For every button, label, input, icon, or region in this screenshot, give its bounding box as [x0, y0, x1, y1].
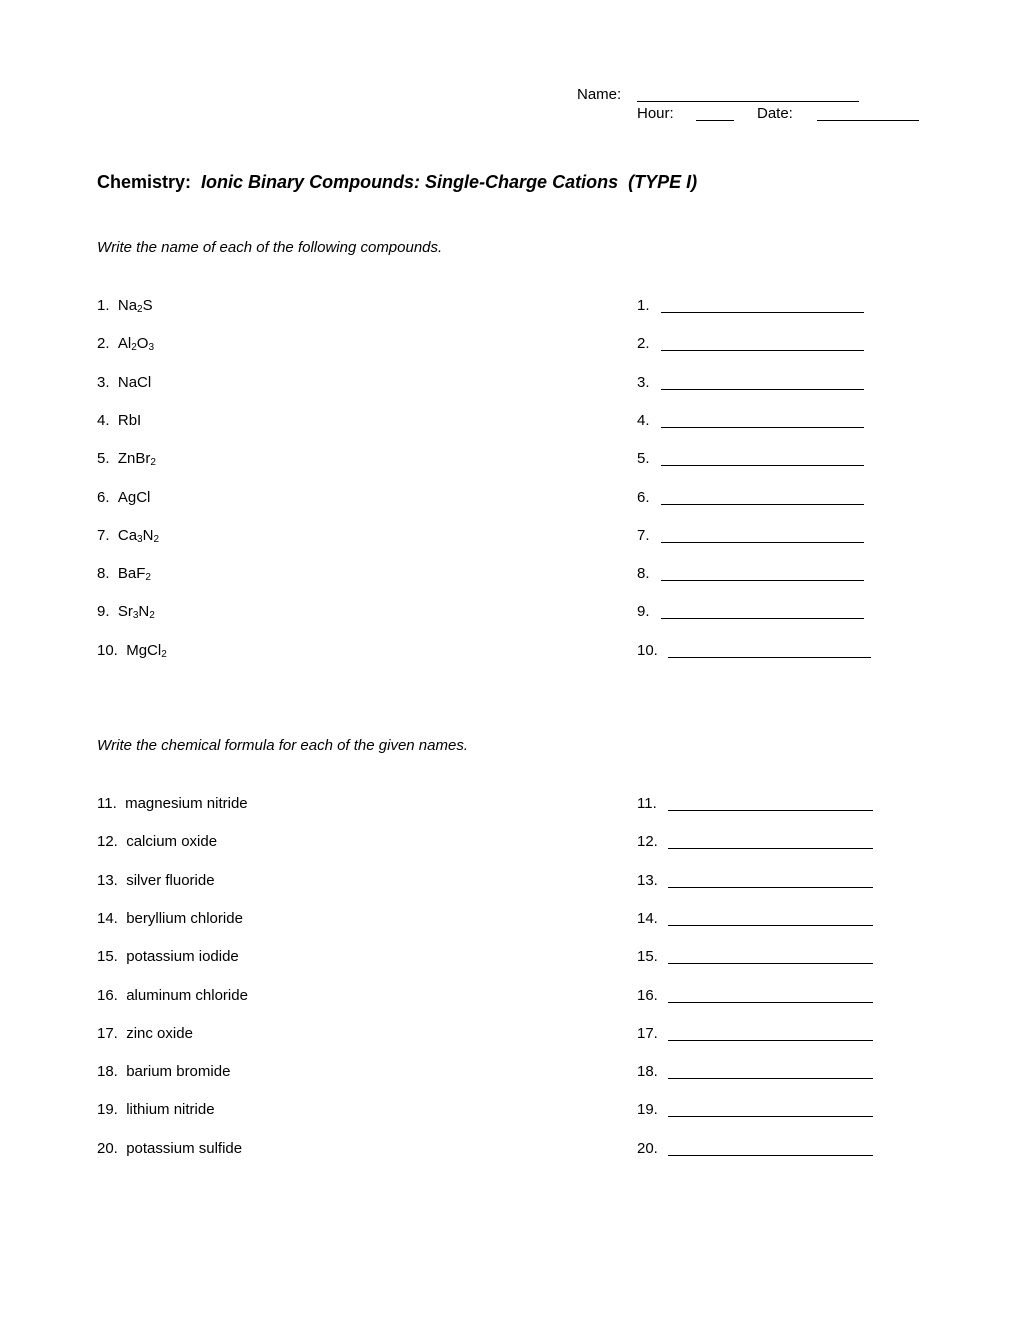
answer-blank[interactable]	[668, 912, 873, 926]
answer-number: 6.	[637, 489, 650, 506]
item-number: 3.	[97, 374, 110, 391]
compound-item	[97, 450, 156, 468]
page-title	[97, 171, 697, 193]
answer-number: 17.	[637, 1025, 658, 1042]
name-item	[97, 1063, 230, 1081]
name-item	[97, 1101, 215, 1119]
answer-number: 4.	[637, 412, 650, 429]
item-number: 7.	[97, 527, 110, 544]
answer-number: 1.	[637, 297, 650, 314]
item-number: 11.	[97, 795, 117, 812]
name-label: Name:	[577, 86, 622, 103]
item-number: 10.	[97, 642, 118, 659]
answer-blank[interactable]	[661, 529, 864, 543]
compound-name: beryllium chloride	[126, 910, 243, 927]
compound-formula: RbI	[117, 412, 142, 429]
answer-blank[interactable]	[661, 567, 864, 581]
item-number: 15.	[97, 948, 118, 965]
answer-number: 9.	[637, 603, 650, 620]
answer-blank[interactable]	[668, 644, 871, 658]
answer-blank[interactable]	[668, 874, 873, 888]
answer-number: 12.	[637, 833, 658, 850]
answer-blank[interactable]	[668, 950, 873, 964]
answer-blank[interactable]	[661, 376, 864, 390]
section1-instruction: Write the name of each of the following compounds.	[97, 239, 443, 256]
compound-formula: AgCl	[117, 489, 151, 506]
compound-item	[97, 603, 155, 621]
compound-formula: ZnBr$_2$	[117, 450, 156, 468]
compound-name: lithium nitride	[126, 1101, 215, 1118]
compound-item	[97, 489, 150, 507]
answer-number: 14.	[637, 910, 658, 927]
compound-item	[97, 374, 151, 392]
answer-number: 19.	[637, 1101, 658, 1118]
item-number: 19.	[97, 1101, 118, 1118]
title-subject: Chemistry:	[97, 172, 192, 192]
hour-label: Hour:	[637, 105, 674, 122]
item-number: 4.	[97, 412, 110, 429]
answer-number: 15.	[637, 948, 658, 965]
answer-blank[interactable]	[668, 1142, 873, 1156]
compound-name: zinc oxide	[126, 1025, 193, 1042]
name-item	[97, 1140, 242, 1158]
compound-formula: BaF$_2$	[117, 565, 151, 583]
answer-number: 2.	[637, 335, 650, 352]
name-item	[97, 948, 239, 966]
item-number: 20.	[97, 1140, 118, 1157]
name-item	[97, 910, 243, 928]
answer-number: 3.	[637, 374, 650, 391]
title-type: (TYPE I)	[628, 172, 698, 192]
item-number: 2.	[97, 335, 110, 352]
item-number: 13.	[97, 872, 118, 889]
answer-number: 11.	[637, 795, 657, 812]
hour-blank[interactable]	[696, 107, 734, 121]
compound-name: potassium iodide	[126, 948, 239, 965]
item-number: 14.	[97, 910, 118, 927]
compound-item	[97, 642, 167, 660]
answer-blank[interactable]	[661, 414, 864, 428]
answer-number: 5.	[637, 450, 650, 467]
answer-blank[interactable]	[668, 1065, 873, 1079]
item-number: 5.	[97, 450, 110, 467]
item-number: 12.	[97, 833, 118, 850]
compound-formula: NaCl	[117, 374, 152, 391]
name-item	[97, 1025, 193, 1043]
date-label: Date:	[757, 105, 793, 122]
compound-formula: $Al_2O_3$	[117, 335, 154, 353]
title-topic: Ionic Binary Compounds: Single-Charge Cations	[201, 172, 619, 192]
answer-blank[interactable]	[668, 989, 873, 1003]
compound-name: silver fluoride	[126, 872, 215, 889]
compound-item	[97, 297, 153, 315]
compound-name: aluminum chloride	[126, 987, 248, 1004]
compound-formula: $Sr_3N_2$	[117, 603, 155, 621]
compound-item	[97, 565, 151, 583]
answer-number: 16.	[637, 987, 658, 1004]
item-number: 6.	[97, 489, 110, 506]
answer-blank[interactable]	[661, 299, 864, 313]
item-number: 18.	[97, 1063, 118, 1080]
compound-name: calcium oxide	[126, 833, 218, 850]
answer-number: 18.	[637, 1063, 658, 1080]
answer-blank[interactable]	[668, 835, 873, 849]
answer-blank[interactable]	[668, 797, 873, 811]
name-item	[97, 987, 248, 1005]
answer-number: 20.	[637, 1140, 658, 1157]
answer-blank[interactable]	[661, 491, 864, 505]
answer-blank[interactable]	[661, 337, 864, 351]
name-item	[97, 833, 217, 851]
compound-name: potassium sulfide	[126, 1140, 243, 1157]
compound-item	[97, 527, 159, 545]
answer-number: 8.	[637, 565, 650, 582]
compound-name: magnesium nitride	[125, 795, 248, 812]
compound-formula: $Na_2S$	[117, 297, 153, 315]
name-item	[97, 872, 215, 890]
answer-number: 10.	[637, 642, 658, 659]
item-number: 17.	[97, 1025, 118, 1042]
item-number: 1.	[97, 297, 110, 314]
answer-blank[interactable]	[668, 1103, 873, 1117]
compound-name: barium bromide	[126, 1063, 231, 1080]
item-number: 8.	[97, 565, 110, 582]
answer-blank[interactable]	[661, 605, 864, 619]
item-number: 16.	[97, 987, 118, 1004]
item-number: 9.	[97, 603, 110, 620]
compound-formula: MgCl$_2$	[126, 642, 167, 660]
compound-item	[97, 412, 141, 430]
answer-blank[interactable]	[661, 452, 864, 466]
compound-formula: $Ca_3N_2$	[117, 527, 160, 545]
compound-item	[97, 335, 154, 353]
section2-instruction: Write the chemical formula for each of the given names.	[97, 737, 469, 754]
answer-number: 7.	[637, 527, 650, 544]
name-blank[interactable]	[637, 88, 859, 102]
date-blank[interactable]	[817, 107, 919, 121]
answer-number: 13.	[637, 872, 658, 889]
answer-blank[interactable]	[668, 1027, 873, 1041]
name-item	[97, 795, 248, 813]
